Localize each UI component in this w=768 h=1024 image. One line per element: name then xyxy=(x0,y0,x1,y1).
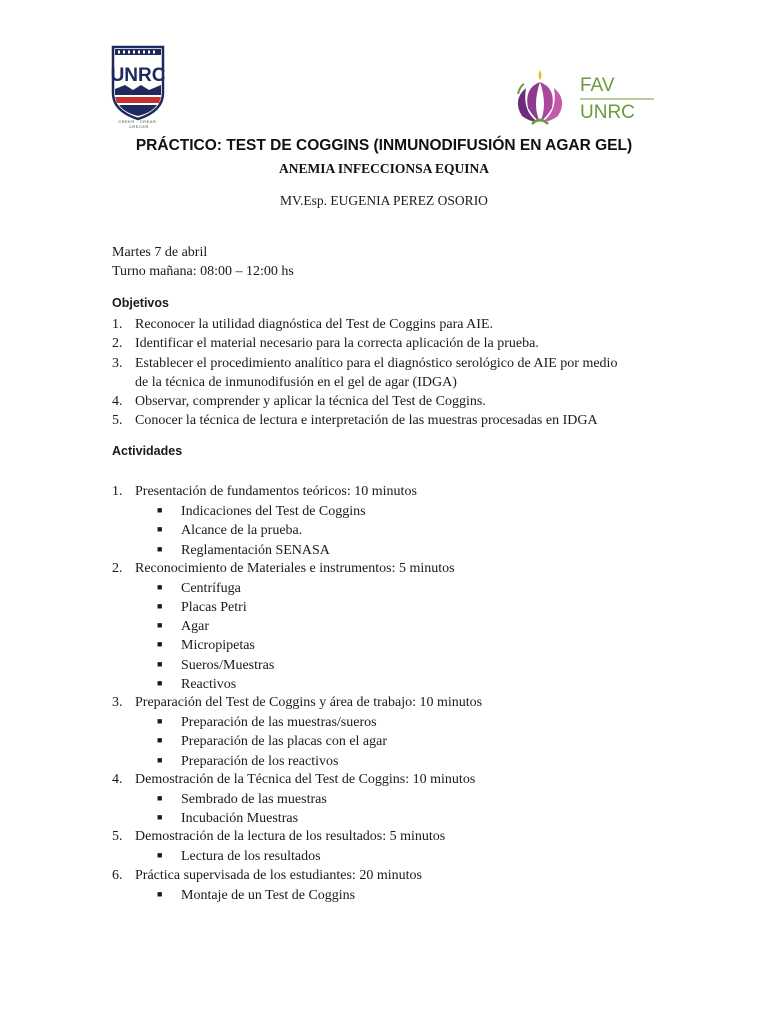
activity-bullet: ■ Montaje de un Test de Coggins xyxy=(157,885,355,905)
objective-item xyxy=(112,411,598,430)
item-text: Conocer la técnica de lectura e interpretación de las muestras procesadas en IDGA xyxy=(135,413,598,428)
activity-item xyxy=(112,827,445,846)
item-text: Identificar el material necesario para la correcta aplicación de la prueba. xyxy=(135,336,539,351)
activity-bullet: ■ Preparación de los reactivos xyxy=(157,751,338,771)
item-text: Demostración de la lectura de los resultados: 5 minutos xyxy=(135,829,446,844)
activity-bullet: ■ Placas Petri xyxy=(157,597,247,617)
square-bullet-icon: ■ xyxy=(157,620,163,630)
square-bullet-icon: ■ xyxy=(157,544,163,554)
activity-bullet: ■ Sembrado de las muestras xyxy=(157,789,327,809)
svg-text:UNRC: UNRC xyxy=(111,65,165,86)
activity-bullet: ■ Micropipetas xyxy=(157,635,255,655)
objetivos-heading: Objetivos xyxy=(112,296,169,310)
activity-bullet: ■ Preparación de las placas con el agar xyxy=(157,731,387,751)
objective-item xyxy=(112,354,617,373)
square-bullet-icon: ■ xyxy=(157,755,163,765)
square-bullet-icon: ■ xyxy=(157,793,163,803)
square-bullet-icon: ■ xyxy=(157,582,163,592)
square-bullet-icon: ■ xyxy=(157,659,163,669)
activity-bullet: ■ Sueros/Muestras xyxy=(157,655,274,675)
unrc-motto: CREER · CREAR · CRECER xyxy=(118,119,160,129)
square-bullet-icon: ■ xyxy=(157,889,163,899)
item-text: Preparación del Test de Coggins y área de trabajo: 10 minutos xyxy=(135,695,483,710)
item-number: 4. xyxy=(112,772,123,787)
objective-item xyxy=(112,334,539,353)
square-bullet-icon: ■ xyxy=(157,812,163,822)
activity-item xyxy=(112,559,455,578)
square-bullet-icon: ■ xyxy=(157,850,163,860)
unrc-text: UNRC xyxy=(580,102,635,123)
item-text: Demostración de la Técnica del Test de Coggins: 10 minutos xyxy=(135,772,476,787)
activity-bullet: ■ Reactivos xyxy=(157,674,236,694)
shift-line: Turno mañana: 08:00 – 12:00 hs xyxy=(112,264,294,279)
item-text: Establecer el procedimiento analítico para el diagnóstico serológico de AIE por medio xyxy=(135,356,618,371)
activity-bullet: ■ Preparación de las muestras/sueros xyxy=(157,712,377,732)
objective-item xyxy=(112,315,493,334)
item-text: Reconocimiento de Materiales e instrumentos: 5 minutos xyxy=(135,561,455,576)
item-number: 2. xyxy=(112,336,123,351)
author-line: MV.Esp. EUGENIA PEREZ OSORIO xyxy=(280,193,488,208)
item-number: 5. xyxy=(112,829,123,844)
activity-bullet: ■ Incubación Muestras xyxy=(157,808,298,828)
activity-item xyxy=(112,866,422,885)
activity-bullet: ■ Indicaciones del Test de Coggins xyxy=(157,501,366,521)
activity-item xyxy=(112,770,475,789)
activity-bullet: ■ Lectura de los resultados xyxy=(157,846,321,866)
square-bullet-icon: ■ xyxy=(157,716,163,726)
fav-unrc-logo xyxy=(510,66,660,128)
activity-item xyxy=(112,482,417,501)
objective-item-continuation: de la técnica de inmunodifusión en el gel de agar (IDGA) xyxy=(135,375,457,390)
item-number: 6. xyxy=(112,868,123,883)
item-number: 1. xyxy=(112,484,123,499)
item-number: 3. xyxy=(112,695,123,710)
square-bullet-icon: ■ xyxy=(157,678,163,688)
item-text: Reconocer la utilidad diagnóstica del Test de Coggins para AIE. xyxy=(135,317,493,332)
actividades-heading: Actividades xyxy=(112,444,183,458)
unrc-logo xyxy=(111,45,165,127)
item-text: Observar, comprender y aplicar la técnica del Test de Coggins. xyxy=(135,394,486,409)
item-text: Práctica supervisada de los estudiantes: 20 minutos xyxy=(135,868,422,883)
item-number: 2. xyxy=(112,561,123,576)
document-title: PRÁCTICO: TEST DE COGGINS (INMUNODIFUSIÓN EN AGAR GEL) xyxy=(135,137,633,154)
item-number: 4. xyxy=(112,394,123,409)
activity-bullet: ■ Alcance de la prueba. xyxy=(157,520,302,540)
document-subtitle: ANEMIA INFECCIONSA EQUINA xyxy=(278,161,490,176)
item-text: Presentación de fundamentos teóricos: 10 minutos xyxy=(135,484,417,499)
square-bullet-icon: ■ xyxy=(157,524,163,534)
square-bullet-icon: ■ xyxy=(157,601,163,611)
fav-text: FAV xyxy=(580,75,615,96)
activity-bullet: ■ Reglamentación SENASA xyxy=(157,540,330,560)
square-bullet-icon: ■ xyxy=(157,639,163,649)
date-line: Martes 7 de abril xyxy=(112,245,208,260)
objective-item xyxy=(112,392,486,411)
activity-bullet: ■ Centrífuga xyxy=(157,578,241,598)
activity-bullet: ■ Agar xyxy=(157,616,209,636)
square-bullet-icon: ■ xyxy=(157,505,163,515)
activity-item xyxy=(112,693,482,712)
item-number: 5. xyxy=(112,413,123,428)
square-bullet-icon: ■ xyxy=(157,735,163,745)
item-number: 3. xyxy=(112,356,123,371)
item-number: 1. xyxy=(112,317,123,332)
